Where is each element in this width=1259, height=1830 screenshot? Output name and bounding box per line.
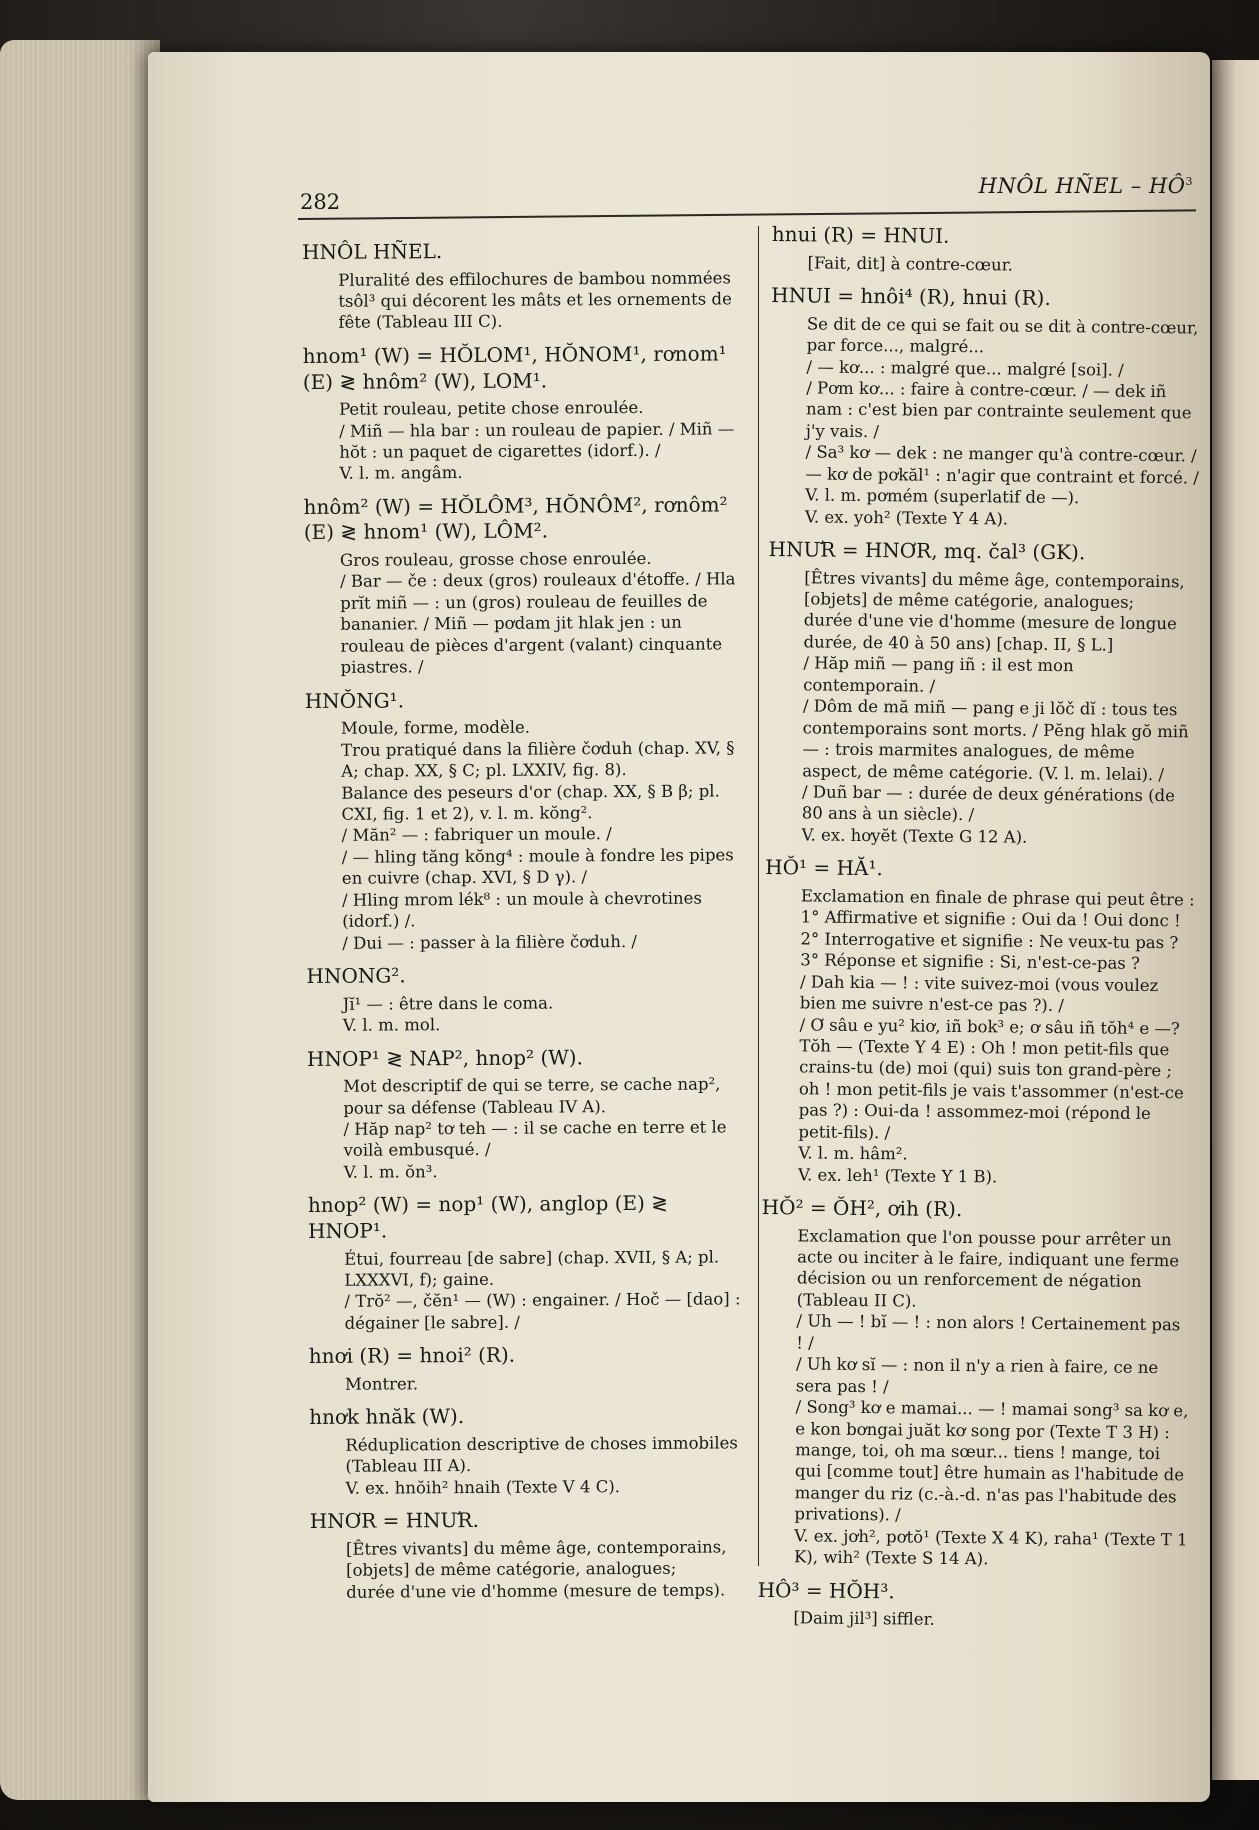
left-column bbox=[302, 237, 750, 1603]
column-divider bbox=[758, 226, 759, 1566]
entry-definition: V. ex. yoh² (Texte Y 4 A). bbox=[804, 506, 1009, 529]
entry-definition: / — kơ... : malgré que... malgré [soi]. / bbox=[806, 356, 1124, 380]
entry-headword: HNUI = hnôi⁴ (R), hnui (R). bbox=[771, 283, 1051, 310]
entry-definition: Jĭ¹ — : être dans le coma. bbox=[342, 993, 554, 1014]
entry-definition: / Song³ kơ e mamai... — ! mamai song³ sa kơ e, e kon bơngai juăt kơ song por (Texte T 3 H) : mange, toi, oh ma sœur... tiens ! mange, toi qui [comme tout] être humain as l'habitude de manger du riz (c.-à.-d. n'as pas l'habitude des privations). / bbox=[794, 1397, 1189, 1525]
entry-definition: Balance des peseurs d'or (chap. XX, § B β; pl. CXI, fig. 1 et 2), v. l. m. kŏng². bbox=[341, 781, 720, 824]
entry-definition: / Hăp nap² tơ teh — : il se cache en terre et le voilà embusqué. / bbox=[343, 1117, 727, 1161]
entry-headword: HNONG². bbox=[306, 963, 406, 989]
entry-definition: [Êtres vivants] du même âge, contemporains, [objets] de même catégorie, analogues; bbox=[803, 567, 1185, 612]
entry-definition: Exclamation en finale de phrase qui peut être : bbox=[800, 886, 1195, 910]
entry-definition: V. ex. hnŏih² hnaih (Texte V 4 C). bbox=[345, 1476, 621, 1498]
running-title-sup: 3 bbox=[1185, 175, 1193, 188]
entry-definition: / — hling tăng kŏng⁴ : moule à fondre les pipes en cuivre (chap. XVI, § D γ). / bbox=[341, 845, 734, 889]
entry-headword: hnơi (R) = hnoi² (R). bbox=[308, 1342, 516, 1369]
entry-definition: 3° Réponse et signifie : Si, n'est-ce-pas ? bbox=[800, 950, 1141, 974]
entry-definition: Exclamation que l'on pousse pour arrêter un acte ou inciter à le faire, indiquant une ferme décision ou un renforcement de négation (Tableau II C). bbox=[796, 1225, 1180, 1311]
entry-definition: / Măn² — : fabriquer un moule. / bbox=[341, 824, 612, 846]
entry-definition: / Dui — : passer à la filière čơduh. / bbox=[342, 931, 638, 953]
entry-headword: HNƯR = HNƠR, mq. čal³ (GK). bbox=[768, 536, 1086, 565]
entry-definition: / Duñ bar — : durée de deux générations (de 80 ans à un siècle). / bbox=[801, 782, 1176, 825]
page-stack-edge bbox=[0, 40, 160, 1800]
next-page-edge bbox=[1212, 60, 1259, 1780]
entry-headword: hnơk hnăk (W). bbox=[309, 1404, 465, 1430]
entry-definition: 2° Interrogative et signifie : Ne veux-tu pas ? bbox=[800, 929, 1179, 953]
entry-definition: Mot descriptif de qui se terre, se cache nap², pour sa défense (Tableau IV A). bbox=[343, 1074, 721, 1118]
entry-definition: / Ơ sâu e yu² kiơ, iñ bok³ e; ơ sâu iñ tŏh⁴ e —? Tŏh — (Texte Y 4 E) : Oh ! mon petit-fils que crains-tu (de) moi (qui) suis ton grand-père ; oh ! mon petit-fils je vais t'assommer (n'est-ce pas ?) : Oui-da ! assommez-moi (répond le petit-fils). / bbox=[798, 1014, 1184, 1142]
entry-definition: / Bar — če : deux (gros) rouleaux d'étoffe. / Hla prĭt miñ — : un (gros) rouleau de feuilles de bananier. / Miñ — pơdam jit hlak jen : un rouleau de pièces d'argent (valant) cinquante piastres. / bbox=[340, 569, 736, 677]
entry-definition: / Uh — ! bĭ — ! : non alors ! Certainement pas ! / bbox=[796, 1311, 1181, 1353]
entry-definition: Petit rouleau, petite chose enroulée. bbox=[338, 398, 644, 419]
entry-headword: HNŎNG¹. bbox=[304, 688, 405, 713]
running-title bbox=[979, 174, 1193, 198]
entry-definition: V. ex. hơyĕt (Texte G 12 A). bbox=[801, 825, 1028, 847]
entry-definition: V. l. m. pơmém (superlatif de —). bbox=[805, 485, 1080, 508]
entry-definition: / Dôm de mă miñ — pang e ji lŏč dĭ : tous tes contemporains sont morts. / Pĕng hlak gŏ miñ — : trois marmites analogues, de même aspect, de même catégorie. (V. l. m. lelai). / bbox=[802, 696, 1189, 784]
entry-headword: hnom¹ (W) = HŎLOM¹, HŎNOM¹, rơnom¹ (E) ≷ hnôm² (W), LOM¹. bbox=[302, 341, 727, 394]
entry-definition: V. l. m. ŏn³. bbox=[343, 1162, 438, 1182]
entry-definition: Réduplication descriptive de choses immobiles (Tableau III A). bbox=[345, 1433, 738, 1477]
entry-definition: Gros rouleau, grosse chose enroulée. bbox=[339, 548, 652, 570]
entry-definition: V. ex. leh¹ (Texte Y 1 B). bbox=[797, 1164, 998, 1186]
entry-headword: HÔ³ = HŎH³. bbox=[757, 1577, 895, 1603]
entry-definition: Pluralité des effilochures de bambou nommées tsôl³ qui décorent les mâts et les ornements de fête (Tableau III C). bbox=[338, 267, 732, 333]
entry-definition: V. ex. jơh², pơtŏ¹ (Texte X 4 K), raha¹ (Texte T 1 K), wih² (Texte S 14 A). bbox=[793, 1526, 1188, 1569]
entry-definition: Étui, fourreau [de sabre] (chap. XVII, § A; pl. LXXXVI, f); gaine. bbox=[344, 1246, 720, 1290]
entry-definition: / Miñ — hla bar : un rouleau de papier. / Miñ — hŏt : un paquet de cigarettes (idorf.). / bbox=[339, 418, 735, 462]
entry-definition: Moule, forme, modèle. bbox=[340, 717, 531, 739]
entry-headword: hnôm² (W) = HŎLÔM³, HŎNÔM², rơnôm² (E) ≷ hnom¹ (W), LÔM². bbox=[303, 492, 728, 545]
entry-definition: / Pơm kơ... : faire à contre-cœur. / — dek iñ nam : c'est bien par contrainte seulement que j'y vais. / bbox=[805, 378, 1192, 441]
page-number: 282 bbox=[300, 190, 341, 214]
entry-headword: hnui (R) = HNUI. bbox=[771, 222, 950, 248]
entry-definition: / Uh kơ sĭ — : non il n'y a rien à faire, ce ne sera pas ! / bbox=[795, 1354, 1159, 1396]
entry-headword: HŎ¹ = HĂ¹. bbox=[765, 855, 883, 881]
entry-headword: HNÔL HÑEL. bbox=[302, 239, 443, 264]
entry-definition: 1° Affirmative et signifie : Oui da ! Oui donc ! bbox=[800, 907, 1181, 931]
running-title-text: HNÔL HÑEL – HÔ bbox=[978, 174, 1186, 198]
entry-headword: HNOP¹ ≷ NAP², hnop² (W). bbox=[306, 1044, 583, 1071]
entry-definition: V. l. m. angâm. bbox=[339, 463, 463, 484]
entry-definition: Trou pratiqué dans la filière čơduh (chap. XV, § A; chap. XX, § C; pl. LXXIV, fig. 8). bbox=[341, 738, 735, 781]
entry-definition: V. l. m. mol. bbox=[342, 1015, 441, 1035]
entry-definition: [Daim jil³] siffler. bbox=[793, 1608, 935, 1629]
entry-definition: / Hăp miñ — pang iñ : il est mon contemporain. / bbox=[803, 653, 1074, 696]
entry-headword: HNƠR = HNƯR. bbox=[309, 1508, 479, 1534]
entry-definition: / Dah kia — ! : vite suivez-moi (vous voulez bien me suivre n'est-ce pas ?). / bbox=[799, 971, 1159, 1016]
entry-definition: / Sa³ kơ — dek : ne manger qu'à contre-cœur. / — kơ de pơkăl¹ : n'agir que contraint et forcé. / bbox=[805, 442, 1199, 488]
entry-headword: hnop² (W) = nop¹ (W), anglop (E) ≷ HNOP¹. bbox=[307, 1191, 669, 1243]
entry-definition: Se dit de ce qui se fait ou se dit à contre-cœur, par force..., malgré... bbox=[806, 313, 1199, 357]
entry-definition: [Fait, dit] à contre-cœur. bbox=[807, 252, 1014, 275]
entry-headword: HŎ² = ŎH², ơih (R). bbox=[761, 1194, 963, 1222]
right-column bbox=[757, 222, 1202, 1633]
entry-definition: durée d'une vie d'homme (mesure de longue durée, de 40 à 50 ans) [chap. II, § L.] bbox=[803, 610, 1177, 655]
entry-definition: Montrer. bbox=[344, 1374, 419, 1394]
entry-definition: / Hling mrom lék⁸ : un moule à chevrotines (idorf.) /. bbox=[341, 888, 702, 931]
entry-definition: V. l. m. hâm². bbox=[798, 1143, 908, 1164]
entry-definition: durée d'une vie d'homme (mesure de temps). bbox=[346, 1580, 726, 1602]
entry-definition: / Trŏ² —, čĕn¹ — (W) : engainer. / Hoč — [dao] : dégainer [le sabre]. / bbox=[344, 1289, 741, 1333]
entry-definition: [Êtres vivants] du même âge, contemporains, [objets] de même catégorie, analogues; bbox=[345, 1537, 727, 1580]
